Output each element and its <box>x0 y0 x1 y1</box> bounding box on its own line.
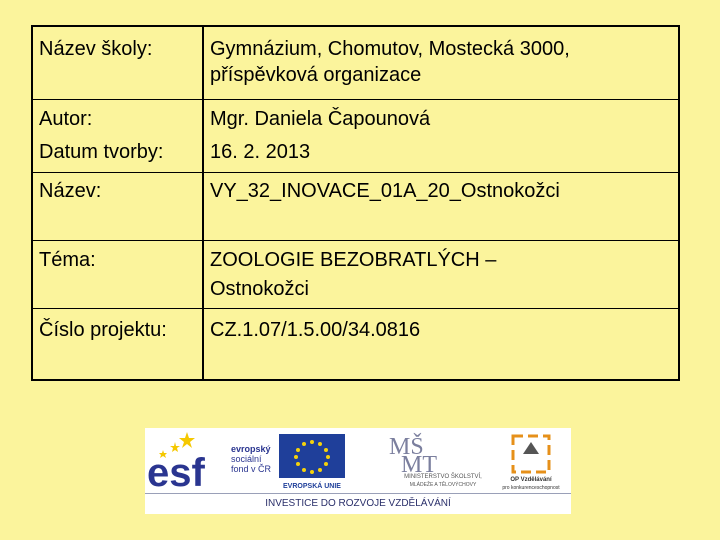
op-text-line2: pro konkurenceschopnost <box>502 485 560 491</box>
row-divider <box>33 172 678 173</box>
row-divider <box>33 308 678 309</box>
date-label: Datum tvorby: <box>39 141 164 163</box>
author-label: Autor: <box>39 108 93 130</box>
project-info-table <box>31 25 680 381</box>
project-number-value: CZ.1.07/1.5.00/34.0816 <box>210 319 421 341</box>
svg-text:MŠ: MŠ <box>389 434 424 460</box>
title-value: VY_32_INOVACE_01A_20_Ostnokožci <box>210 180 560 202</box>
author-value: Mgr. Daniela Čapounová <box>210 108 431 130</box>
msmt-logo <box>389 433 482 488</box>
eu-flag-logo <box>279 434 345 490</box>
date-value: 16. 2. 2013 <box>210 141 311 163</box>
column-divider <box>202 27 204 379</box>
topic-value-line1: ZOOLOGIE BEZOBRATLÝCH – <box>210 249 497 271</box>
esf-text-line1: evropský <box>231 444 271 454</box>
esf-text-line3: fond v ČR <box>231 464 272 474</box>
svg-text:esf: esf <box>147 451 205 494</box>
msmt-text-line1: MINISTERSTVO ŠKOLSTVÍ, <box>404 474 482 480</box>
svg-text:MT: MT <box>401 452 437 478</box>
op-text-line1: OP Vzdělávání <box>510 477 552 483</box>
funding-logos <box>145 428 571 494</box>
esf-logo <box>147 432 272 494</box>
row-divider <box>33 99 678 100</box>
esf-text-line2: sociální <box>231 454 262 464</box>
investment-slogan: INVESTICE DO ROZVOJE VZDĚLÁVÁNÍ <box>145 493 571 514</box>
school-name-value-line1: Gymnázium, Chomutov, Mostecká 3000, <box>210 38 570 60</box>
row-divider <box>33 240 678 241</box>
title-label: Název: <box>39 180 102 202</box>
funding-logos-strip <box>145 428 571 514</box>
topic-value-line2: Ostnokožci <box>210 278 309 300</box>
topic-label: Téma: <box>39 249 96 271</box>
project-number-label: Číslo projektu: <box>39 319 167 341</box>
msmt-text-line2: MLÁDEŽE A TĚLOVÝCHOVY <box>409 482 477 488</box>
eu-label: EVROPSKÁ UNIE <box>283 483 341 490</box>
school-name-label: Název školy: <box>39 38 153 60</box>
school-name-value-line2: příspěvková organizace <box>210 64 422 86</box>
op-vzdelavani-logo <box>502 436 560 491</box>
